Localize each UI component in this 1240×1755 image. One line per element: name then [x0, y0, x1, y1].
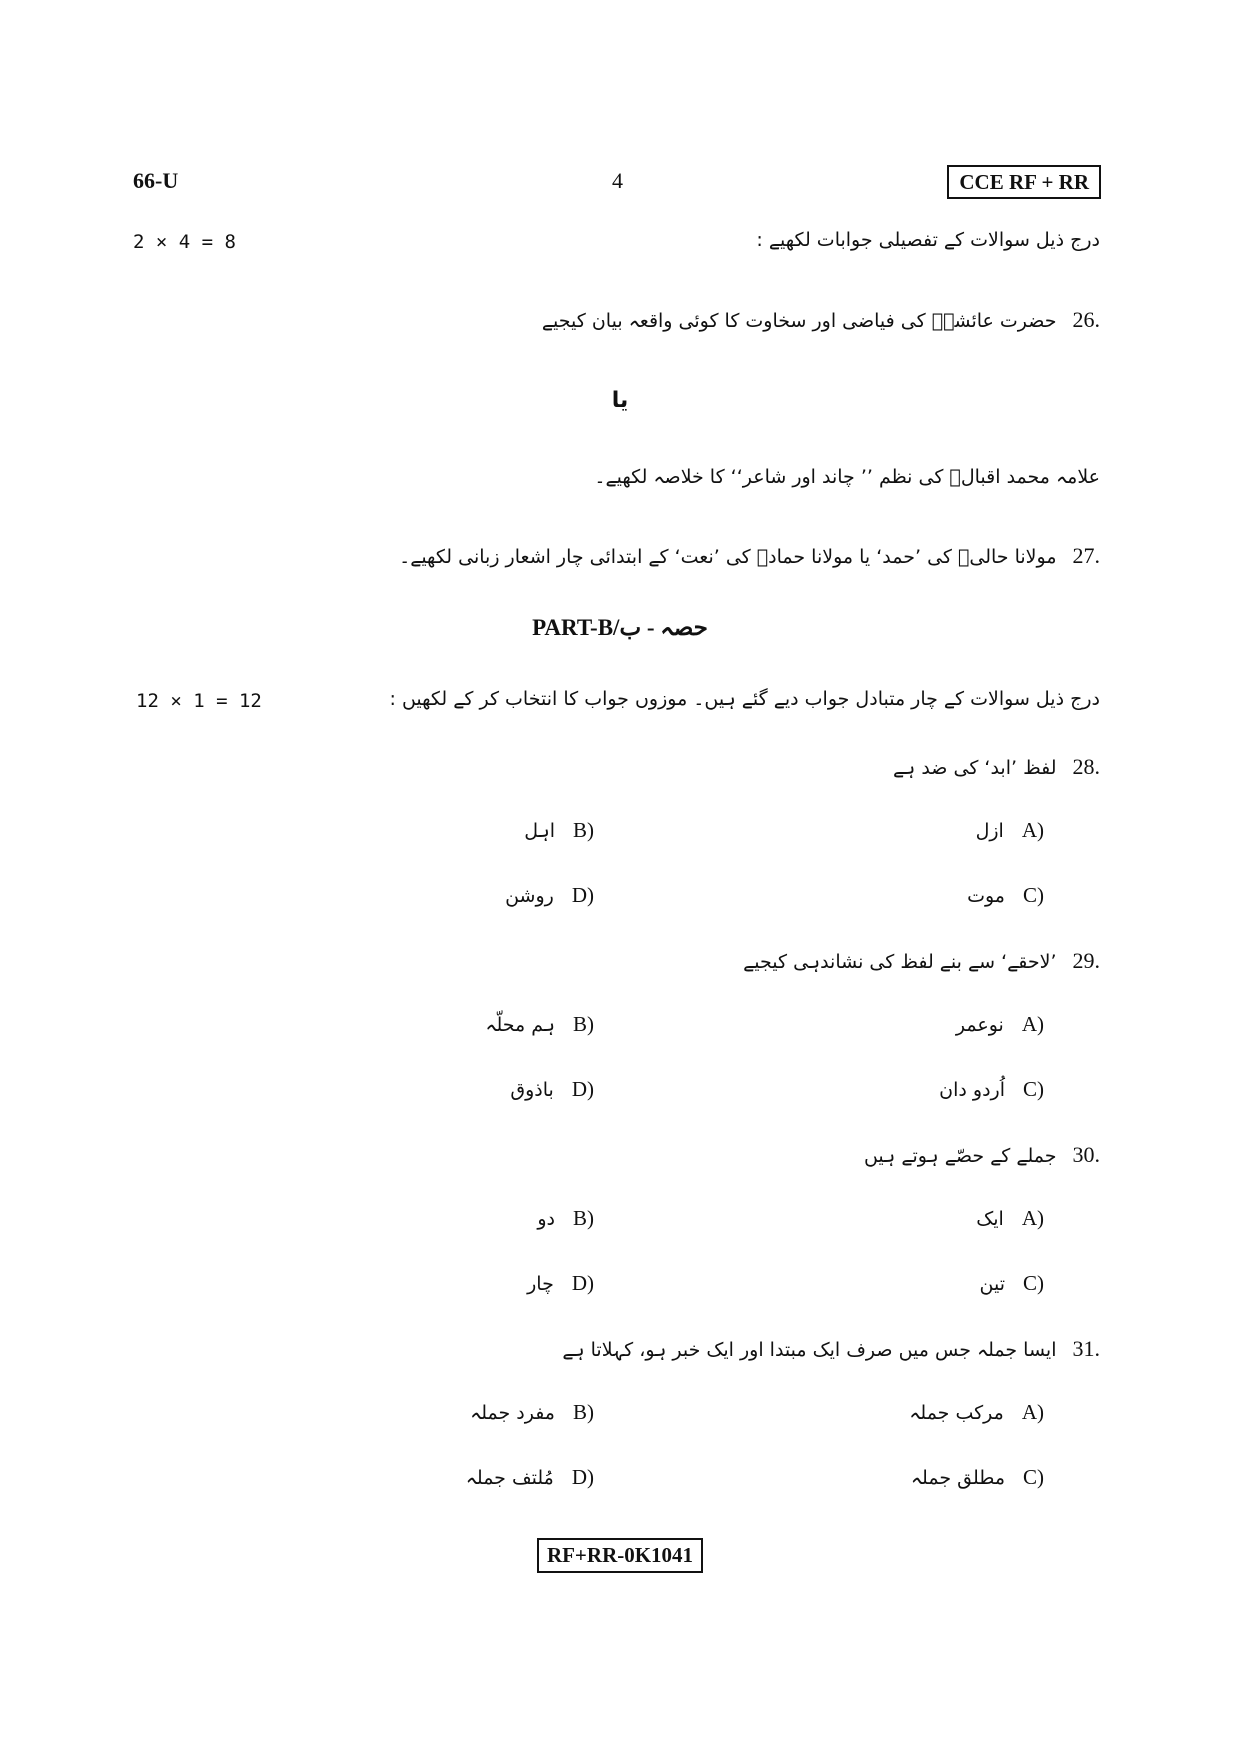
option-a [956, 1012, 1044, 1037]
question-27 [399, 543, 1100, 569]
exam-code-box: CCE RF + RR [947, 165, 1101, 199]
option-a [976, 818, 1044, 843]
option-d [466, 1465, 594, 1490]
option-c [939, 1077, 1044, 1102]
option-letter: B) [573, 1206, 594, 1230]
option-letter: B) [573, 818, 594, 842]
option-b [524, 818, 594, 843]
question-number: 26. [1072, 307, 1100, 332]
option-text: باذوق [510, 1079, 554, 1101]
section-b-instruction: درج ذیل سوالات کے چار متبادل جواب دیے گئے ہیں۔ موزوں جواب کا انتخاب کر کے لکھیں : [389, 688, 1100, 710]
option-text: ہم محلّہ [485, 1014, 555, 1036]
option-letter: D) [571, 1271, 594, 1295]
option-letter: C) [1023, 1465, 1044, 1489]
question-number: 31. [1072, 1336, 1100, 1361]
option-letter: A) [1021, 1206, 1044, 1230]
question-text: لفظ ’ابد‘ کی ضد ہے [893, 757, 1057, 779]
subject-code: 66-U [133, 168, 179, 193]
question-31 [562, 1336, 1100, 1362]
option-letter: A) [1021, 1400, 1044, 1424]
question-number: 29. [1072, 948, 1100, 973]
option-letter: B) [573, 1012, 594, 1036]
question-30 [864, 1142, 1100, 1168]
page-number: 4 [612, 168, 623, 193]
question-text: مولانا حالیؔ کی ’حمد‘ یا مولانا حمادؔ کی ’نعت‘ کے ابتدائی چار اشعار زبانی لکھیے۔ [399, 546, 1057, 568]
option-text: اہل [524, 820, 555, 842]
option-c [980, 1271, 1045, 1296]
option-text: تین [979, 1273, 1005, 1295]
option-text: ایک [976, 1208, 1004, 1230]
question-number: 27. [1072, 543, 1100, 568]
section-b-marks: 12 × 1 = 12 [136, 690, 262, 712]
option-a [976, 1206, 1044, 1231]
question-number: 28. [1072, 754, 1100, 779]
option-letter: D) [571, 1465, 594, 1489]
option-letter: C) [1023, 1271, 1044, 1295]
option-text: روشن [505, 885, 554, 907]
option-text: نوعمر [955, 1014, 1004, 1036]
question-26 [542, 307, 1100, 333]
option-text: موت [967, 885, 1005, 907]
option-b [537, 1206, 594, 1231]
option-text: مُلتف جملہ [465, 1467, 554, 1489]
option-text: ازل [975, 820, 1004, 842]
option-text: چار [527, 1273, 554, 1295]
option-d [510, 1077, 594, 1102]
option-c [911, 1465, 1044, 1490]
option-b [470, 1400, 594, 1425]
option-d [505, 883, 594, 908]
option-letter: D) [571, 883, 594, 907]
option-letter: C) [1023, 883, 1044, 907]
question-text: ’لاحقے‘ سے بنے لفظ کی نشاندہی کیجیے [743, 951, 1057, 973]
question-text: حضرت عائشہؓ کی فیاضی اور سخاوت کا کوئی واقعہ بیان کیجیے [541, 310, 1057, 332]
option-letter: C) [1023, 1077, 1044, 1101]
section-a-marks: 2 × 4 = 8 [133, 231, 236, 253]
question-text: جملے کے حصّے ہوتے ہیں [863, 1145, 1057, 1167]
option-d [527, 1271, 594, 1296]
question-28 [893, 754, 1100, 780]
option-a [909, 1400, 1044, 1425]
option-text: مطلق جملہ [910, 1467, 1005, 1489]
question-number: 30. [1072, 1142, 1100, 1167]
option-text: مفرد جملہ [470, 1402, 555, 1424]
paper-code-box: RF+RR-0K1041 [537, 1538, 703, 1573]
or-separator: یا [611, 388, 629, 413]
option-letter: A) [1021, 1012, 1044, 1036]
option-text: اُردو دان [939, 1079, 1005, 1101]
option-letter: D) [571, 1077, 594, 1101]
question-29 [743, 948, 1100, 974]
option-text: دو [537, 1208, 555, 1230]
option-b [485, 1012, 594, 1037]
option-letter: A) [1021, 818, 1044, 842]
option-letter: B) [573, 1400, 594, 1424]
option-text: مرکب جملہ [909, 1402, 1004, 1424]
question-text: ایسا جملہ جس میں صرف ایک مبتدا اور ایک خبر ہو، کہلاتا ہے [562, 1339, 1057, 1361]
part-b-heading: PART-B/حصہ - ب [532, 615, 708, 640]
section-a-instruction: درج ذیل سوالات کے تفصیلی جوابات لکھیے : [756, 229, 1100, 251]
option-c [967, 883, 1044, 908]
footer [0, 1538, 1240, 1573]
question-26-alternative: علامہ محمد اقبالؔ کی نظم ’’ چاند اور شاعر‘‘ کا خلاصہ لکھیے۔ [594, 466, 1100, 488]
